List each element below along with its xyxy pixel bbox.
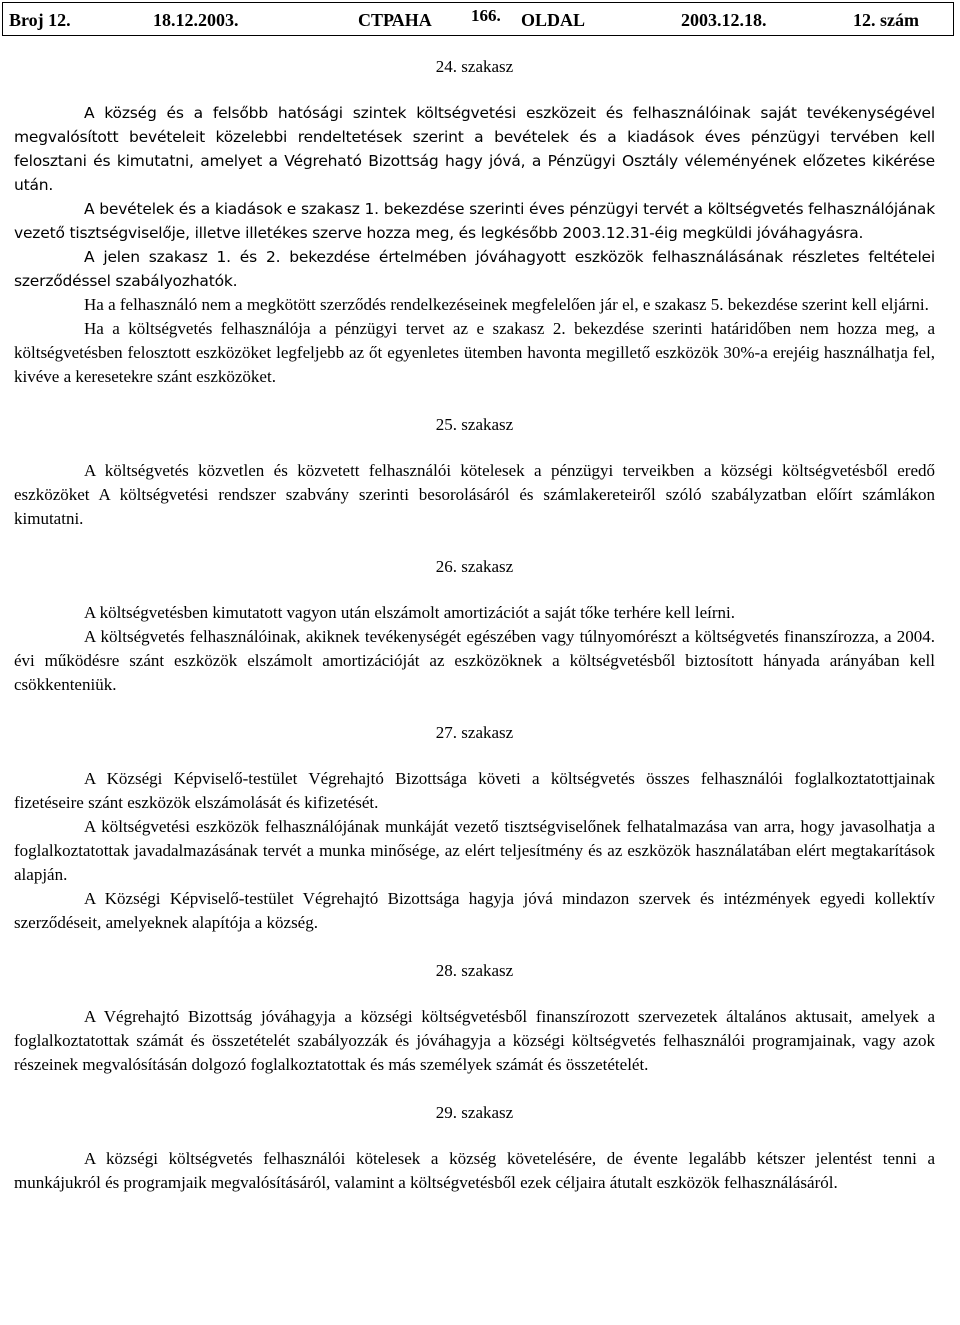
section-title: 28. szakasz xyxy=(435,961,514,980)
paragraph: A jelen szakasz 1. és 2. bekezdése értelmében jóváhagyott eszközök felhasználásának részletes feltételei szerződéssel szabályozhatók. xyxy=(14,248,935,290)
paragraph: A község és a felsőbb hatósági szintek költségvetési eszközeit és felhasználóinak saját tevékenységével megvalósított bevételeit közelebbi rendeltetések szerint a bevételek és a kiadások éves pénzügyi tervében kell felosztani és kimutatni, amelyet a Végreható Bizottság hagy jóvá, a Pénzügyi Osztály véleményének előzetes kikérése után. xyxy=(14,104,935,194)
paragraph: A költségvetési eszközök felhasználójának munkáját vezető tisztségviselőnek felhatalmazása van arra, hogy javasolhatja a foglalkoztatottak javadalmazásának tervét a munka minősége, az elért teljesítmény és az eszközök használatában elért megtakarítások alapján. xyxy=(14,817,935,884)
section-title: 29. szakasz xyxy=(435,1103,514,1122)
issue-number: Broj 12. xyxy=(9,10,71,30)
paragraph: A községi költségvetés felhasználói kötelesek a község követelésére, de évente legalább kétszer jelentést tenni a munkájukról és programjaik megvalósításáról, valamint a költségvetésből ezek céljaira átutalt eszközök felhasználásáról. xyxy=(14,1149,935,1192)
section-28 xyxy=(14,959,935,1077)
section-title: 24. szakasz xyxy=(435,57,514,76)
page-header xyxy=(2,2,954,36)
page-number: 166. xyxy=(471,6,501,25)
section-title: 27. szakasz xyxy=(435,723,514,742)
paragraph: A költségvetés felhasználóinak, akiknek tevékenységét egészében vagy túlnyomórészt a költségvetés finanszírozza, a 2004. évi működésre szánt eszközök elszámolt amortizációját az eszközöknek a költségvetésből biztosított hányada arányában kell csökkenteniük. xyxy=(14,627,935,694)
paragraph: A Végrehajtó Bizottság jóváhagyja a községi költségvetésből finanszírozott szervezetek általános aktusait, amelyek a foglalkoztatottak számát és összetételét szabályozzák és jóváhagyja a községi költségvetés felhasználói programjainak, vagy azok részeinek megvalósításán dolgozó foglalkoztatottak és más személyek számát és összetételét. xyxy=(14,1007,935,1074)
section-26 xyxy=(14,555,935,697)
paragraph: A Községi Képviselő-testület Végrehajtó Bizottsága követi a költségvetés összes felhasználói foglalkoztatottjainak fizetéseire szánt eszközök elszámolását és kifizetését. xyxy=(14,769,935,812)
page-label-serbian: СТРАНА xyxy=(358,10,432,30)
paragraph: Ha a költségvetés felhasználója a pénzügyi tervet az e szakasz 2. bekezdése szerinti határidőben nem hozza meg, a költségvetésben felosztott eszközöket legfeljebb az őt egyenletes ütemben havonta megillető eszközök 30%-a erejéig használhatja fel, kivéve a keresetekre szánt eszközöket. xyxy=(14,319,935,386)
paragraph: A bevételek és a kiadások e szakasz 1. bekezdése szerinti éves pénzügyi tervét a költségvetés felhasználójának vezető tisztségviselője, illetve illetékes szerve hozza meg, és legkésőbb 2003.12.31-éig megküldi jóváhagyásra. xyxy=(14,200,935,242)
date-hungarian: 2003.12.18. xyxy=(681,10,767,30)
section-29 xyxy=(14,1101,935,1195)
date-serbian: 18.12.2003. xyxy=(153,10,239,30)
paragraph: A költségvetés közvetlen és közvetett felhasználói kötelesek a pénzügyi terveikben a községi költségvetésből eredő eszközöket A költségvetési rendszer szabvány szerinti besorolásáról és számlakereteiről szóló szabályzatban előírt számlákon kimutatni. xyxy=(14,461,935,528)
issue-number-hungarian: 12. szám xyxy=(853,10,919,30)
section-25 xyxy=(14,413,935,531)
paragraph: Ha a felhasználó nem a megkötött szerződés rendelkezéseinek megfelelően jár el, e szakasz 5. bekezdése szerint kell eljárni. xyxy=(84,295,929,314)
section-24 xyxy=(14,55,935,389)
paragraph: A Községi Képviselő-testület Végrehajtó Bizottsága hagyja jóvá mindazon szervek és intézmények egyedi kollektív szerződéseit, amelyeknek alapítója a község. xyxy=(14,889,935,932)
section-27 xyxy=(14,721,935,935)
paragraph: A költségvetésben kimutatott vagyon után elszámolt amortizációt a saját tőke terhére kell leírni. xyxy=(84,603,735,622)
document-body xyxy=(14,55,935,1195)
section-title: 26. szakasz xyxy=(435,557,514,576)
section-title: 25. szakasz xyxy=(435,415,514,434)
page-label-hungarian: OLDAL xyxy=(521,10,586,30)
